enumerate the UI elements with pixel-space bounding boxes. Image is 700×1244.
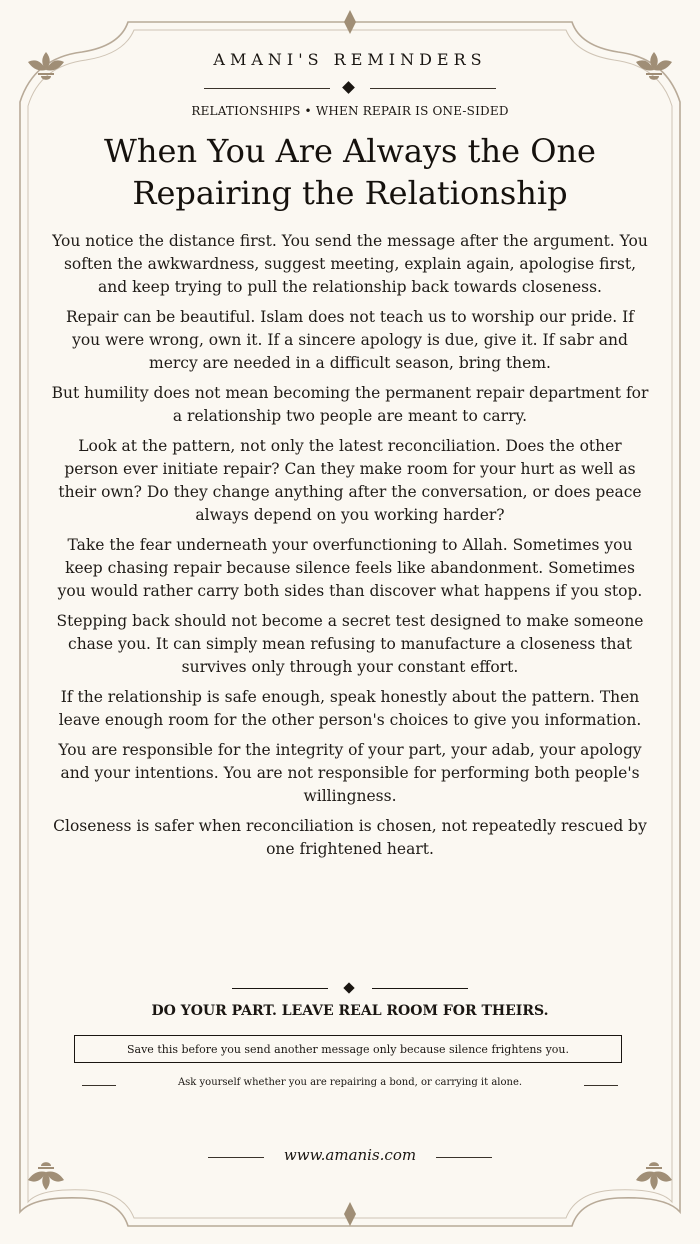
fleuron-icon-bottom-right bbox=[636, 1162, 672, 1190]
divider-rule-right bbox=[372, 988, 468, 989]
ask-rule-right bbox=[584, 1085, 618, 1086]
category-label: RELATIONSHIPS • WHEN REPAIR IS ONE-SIDED bbox=[191, 104, 509, 118]
divider-rule-left bbox=[232, 988, 328, 989]
title-line-2: Repairing the Relationship bbox=[132, 174, 568, 212]
brand-name: AMANI'S REMINDERS bbox=[213, 50, 487, 69]
fleuron-icon-bottom-left bbox=[28, 1162, 64, 1190]
brand-rule-right bbox=[370, 88, 496, 89]
brand-rule-left bbox=[204, 88, 330, 89]
bottom-diamond-ornament bbox=[344, 1202, 356, 1226]
paragraph: Take the fear underneath your overfunctioning to Allah. Sometimes you keep chasing repair because silence feels like abandonment. Sometimes you would rather carry both sides than discover what happens if you stop. bbox=[57, 536, 643, 600]
website-rule-right bbox=[436, 1157, 492, 1158]
tagline: DO YOUR PART. LEAVE REAL ROOM FOR THEIRS. bbox=[151, 1003, 549, 1019]
title-line-1: When You Are Always the One bbox=[104, 132, 596, 170]
paragraph: You are responsible for the integrity of your part, your adab, your apology and your intentions. You are not responsible for performing both people's willingness. bbox=[58, 741, 642, 805]
paragraph: You notice the distance first. You send the message after the argument. You soften the awkwardness, suggest meeting, explain again, apologise first, and keep trying to pull the relationship back towards closeness. bbox=[52, 232, 648, 296]
website-link[interactable]: www.amanis.com bbox=[283, 1146, 417, 1164]
ask-note: Ask yourself whether you are repairing a bond, or carrying it alone. bbox=[177, 1077, 523, 1088]
save-note-box bbox=[74, 1035, 622, 1063]
save-note-text: Save this before you send another message only because silence frightens you. bbox=[127, 1042, 569, 1056]
paragraph: Closeness is safer when reconciliation is chosen, not repeatedly rescued by one frightened heart. bbox=[53, 817, 647, 858]
page-title bbox=[60, 130, 640, 214]
paragraph: Look at the pattern, not only the latest reconciliation. Does the other person ever initiate repair? Can they make room for your hurt as well as their own? Do they change anything after the conversation, or does peace always depend on you working harder? bbox=[58, 437, 642, 524]
paragraph: Repair can be beautiful. Islam does not teach us to worship our pride. If you were wrong, own it. If a sincere apology is due, give it. If sabr and mercy are needed in a difficult season, bring them. bbox=[66, 308, 634, 372]
paragraph: But humility does not mean becoming the permanent repair department for a relationship two people are meant to carry. bbox=[51, 384, 649, 425]
paragraph: Stepping back should not become a secret test designed to make someone chase you. It can simply mean refusing to manufacture a closeness that survives only through your constant effort. bbox=[56, 612, 644, 676]
paragraph: If the relationship is safe enough, speak honestly about the pattern. Then leave enough room for the other person's choices to give you information. bbox=[58, 688, 642, 729]
article-body bbox=[50, 230, 650, 868]
